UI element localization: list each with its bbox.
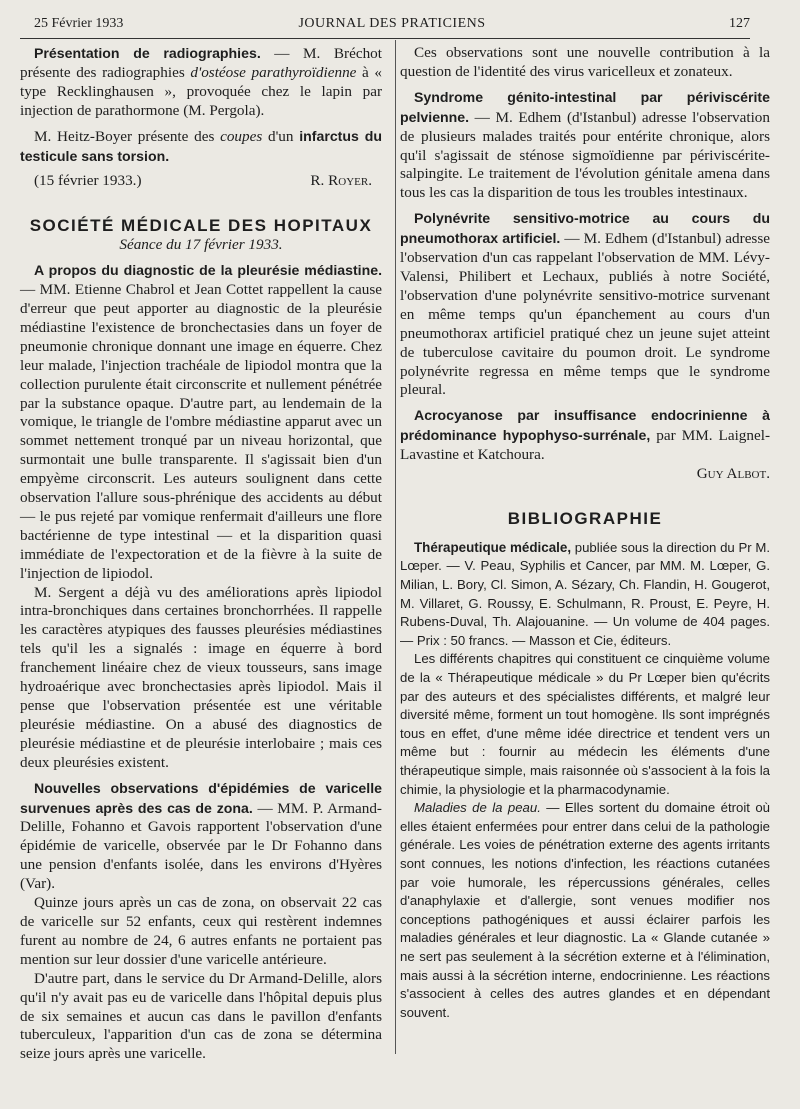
paragraph-armand-delille: D'autre part, dans le service du Dr Armand-Delille, alors qu'il n'y avait pas eu de varicelle dans l'hôpital depuis plus de six semaines et aucun cas dans le pavillon d'enfants tuberculeux, l'apparition d'un cas de zona se détermina seize jours après une varicelle.: [20, 969, 382, 1063]
left-column: [20, 44, 382, 1064]
header-rule: [20, 38, 750, 39]
paragraph-infarctus: M. Heitz-Boyer présente des coupes d'un infarctus du testicule sans torsion.: [20, 127, 382, 164]
author-signature: Guy Albot.: [696, 465, 770, 483]
paragraph-title: Présentation de radiographies.: [34, 45, 261, 61]
paragraph-pleuresie: A propos du diagnostic de la pleurésie médiastine. — MM. Etienne Chabrol et Jean Cottet rappellent la cause d'erreur que peut apporter au diagnostic de la pleurésie médiastine l'existence de bronchectasies dans un foyer de pneumonie chronique donnant une image en équerre. Chez leur malade, l'injection trachéale de lipiodol montra que la collection purulente était circonscrite et nullement pénétrée par la substance opaque. D'autre part, au lendemain de la vomique, le triangle de l'ombre médiastine apparut avec un sommet nettement tronqué par un niveau horizontal, que surmontait une bulle transparente. Il s'agissait bien d'un empyème circonscrit. Les auteurs soulignent dans cette observation l'allure sous-phrénique des accidents au début — le pus rejeté par vomique renfermait d'ailleurs une flore bactérienne de type intestinal — et la disparition quasi immédiate de l'expectoration et de la fièvre à la suite de l'injection de lipiodol.: [20, 262, 382, 582]
right-column: [400, 44, 770, 1022]
column-divider: [395, 40, 396, 1054]
paragraph-polynevrite: Polynévrite sensitivo-motrice au cours du pneumothorax artificiel. — M. Edhem (d'Istanbul) adresse l'observation d'un cas rappelant l'observation de MM. Lévy-Valensi, Philibert et Lechaux, publiés à notre Société, l'observation d'une polynévrite sensitivo-motrice survenant en même temps qu'un épanchement au cours d'un pneumothorax artificiel pratiqué chez un jeune sujet atteint de tuberculose cavitaire du poumon droit. Le syndrome polynévrite regressa en même temps que le syndrome pleural.: [400, 210, 770, 399]
paragraph-title: Syndrome génito-intestinal par périviscérite pelvienne.: [400, 88, 770, 125]
paragraph-varicelle: Nouvelles observations d'épidémies de varicelle survenues après des cas de zona. — MM. P. Armand-Delille, Fohanno et Gavois rapportent l'observation d'une épidémie de varicelle, observée par le Dr Fohanno dans une pension d'enfants isolée, dans les environs d'Hyères (Var).: [20, 779, 382, 893]
paragraph-acrocyanose: Acrocyanose par insuffisance endocrinienne à prédominance hypophyso-surrénale, par MM. Laignel-Lavastine et Katchoura.: [400, 407, 770, 464]
paragraph-quinze-jours: Quinze jours après un cas de zona, on observait 22 cas de varicelle sur 52 enfants, ceux qui restèrent indemnes furent au nombre de 24, 6 autres enfants ne portaient pas mention sur leur dossier d'une varicelle antérieure.: [20, 894, 382, 968]
paragraph-title: A propos du diagnostic de la pleurésie médiastine.: [34, 262, 382, 279]
header-page-number: 127: [729, 16, 750, 31]
paragraph-radiographies: Présentation de radiographies. — M. Bréchot présente des radiographies d'ostéose parathyroïdienne à « type Recklinghausen », provoquée chez le lapin par injection de parathormone (M. Pergola).: [20, 45, 382, 119]
page-header: [34, 14, 750, 34]
session-heading: Séance du 17 février 1933.: [119, 236, 283, 254]
bibliography-entry: Thérapeutique médicale, publiée sous la direction du Pr M. Lœper. — V. Peau, Syphilis et Cancer, par MM. M. Lœper, G. Milian, L. Bory, Cl. Simon, A. Sézary, Ch. Flandin, H. Gougerot, M. Villaret, G. Roussy, E. Schulmann, R. Proust, E. Peyre, H. Rubens-Duval, Th. Alajouanine. — Un volume de 404 pages. — Prix : 50 francs. — Masson et Cie, éditeurs.: [400, 539, 770, 648]
header-journal-title: JOURNAL DES PRATICIENS: [298, 16, 486, 31]
paragraph-title: Nouvelles observations d'épidémies de varicelle survenues après des cas de zona.: [20, 779, 382, 816]
paragraph-syndrome: Syndrome génito-intestinal par périviscérite pelvienne. — M. Edhem (d'Istanbul) adresse l'observation de plusieurs malades traités pour entérite chronique, alors qu'il s'agissait de sténose sigmoïdienne par périviscérite-salpingite. Le traitement de l'évolution génitale amena dans tous les cas la disparition de tous les troubles intestinaux.: [400, 88, 770, 202]
paragraph-title: Polynévrite sensitivo-motrice au cours du pneumothorax artificiel.: [400, 210, 770, 247]
paragraph-contribution: Ces observations sont une nouvelle contribution à la question de l'identité des virus varicelleux et zonateux.: [400, 44, 770, 80]
session-date: (15 février 1933.): [34, 172, 142, 190]
bibliography-peau: Maladies de la peau. — Elles sortent du domaine étroit où elles étaient enfermées pour entrer dans celui de la pathologie générale. Les voies de pénétration externe des agents irritants sont connues, les notions d'infection, les réactions cutanées par voie humorale, les répercussions générales, celles d'anaphylaxie et d'allergie, sont venues modifier nos conceptions pathogéniques et aussi éclairer parfois les maladies générales et leur diagnostic. La « Glande cutanée » ne sert pas seulement à la sécrétion externe et à l'élimination, mais aussi à la sécrétion interne, endocrinienne. Les réactions s'associent à celles des autres glandes et en dépendant souvent.: [400, 800, 771, 1020]
paragraph-title: Acrocyanose par insuffisance endocrinienne à prédominance hypophyso-surrénale,: [400, 407, 770, 444]
bibliography-section: [400, 539, 770, 1022]
header-date: 25 Février 1933: [34, 16, 124, 31]
dated-signature-line: [20, 172, 382, 191]
bibliography-review: Les différents chapitres qui constituent ce cinquième volume de la « Thérapeutique médicale » du Pr Lœper bien qu'écrits par des auteurs et des spécialistes différents, et malgré leur diversité même, forment un tout homogène. Ils sont imprégnés tous en effet, d'une même idée directrice et tendent vers un même but : fournir au médecin les éléments d'une thérapeutique simple, mais raisonnée où s'associent à la fois la chimie, la physiologie et la pharmacodynamie.: [400, 651, 770, 797]
author-signature: R. Royer.: [310, 172, 372, 190]
paragraph-sergent: M. Sergent a déjà vu des améliorations après lipiodol intra-bronchiques dans certaines bronchorrhées. Il rappelle les caractères atypiques des fausses pleurésies médiastines tels qu'il les a signalés : image en équerre à bord franchement linéaire chez de vieux tousseurs, sans image hydroaérique avec bronchectasies après lipiodol. Mais il pense que l'observation présentée est une véritable pleurésie médiastine. On a abusé des diagnostics de pleurésie médiastine et de pleurésie interlobaire ; mais ces deux pleurésies existent.: [20, 583, 382, 771]
bibliography-title: BIBLIOGRAPHIE: [507, 508, 663, 528]
section-title: SOCIÉTÉ MÉDICALE DES HOPITAUX: [29, 216, 373, 236]
